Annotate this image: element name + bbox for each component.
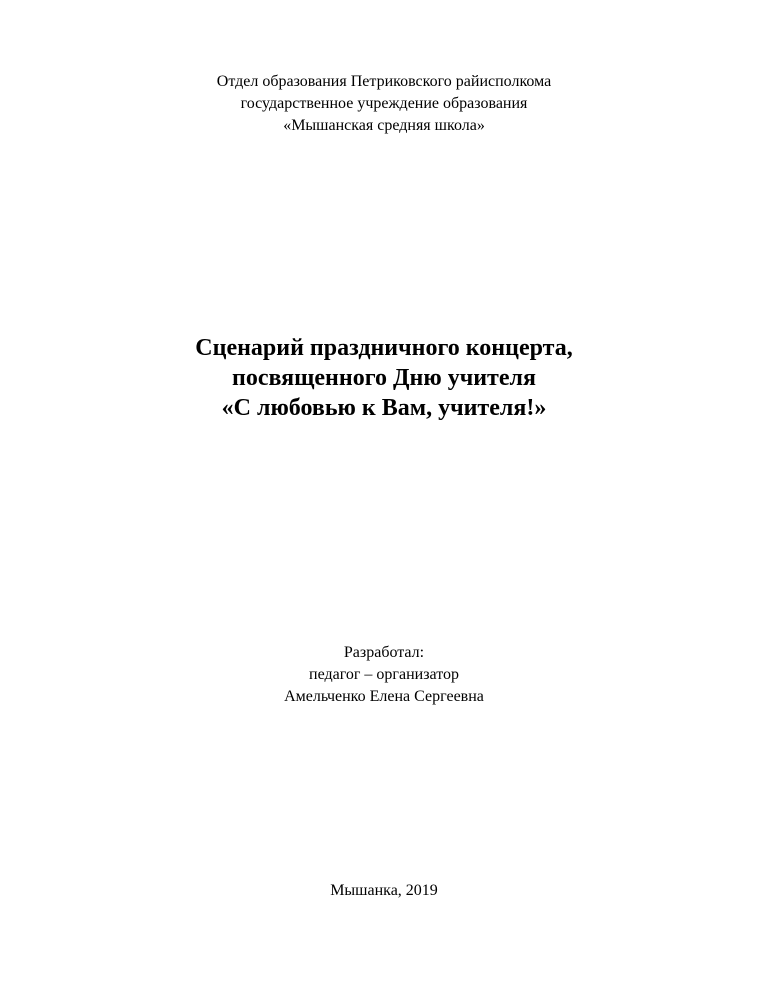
- header-line-department: Отдел образования Петриковского райисполкома: [216, 73, 552, 90]
- place-year-footer: [0, 880, 768, 902]
- author-name: Амельченко Елена Сергеевна: [284, 688, 484, 705]
- author-block: [0, 642, 768, 708]
- document-title: [0, 333, 768, 423]
- place-year: Мышанка, 2019: [330, 882, 438, 899]
- author-label: Разработал:: [343, 644, 425, 661]
- author-position: педагог – организатор: [309, 666, 459, 683]
- header-line-school-name: «Мышанская средняя школа»: [283, 117, 485, 134]
- institution-header: [0, 71, 768, 137]
- title-line-2: посвященного Дню учителя: [232, 365, 536, 391]
- title-line-1: Сценарий праздничного концерта,: [195, 335, 573, 361]
- title-line-3: «С любовью к Вам, учителя!»: [221, 395, 547, 421]
- header-line-institution-type: государственное учреждение образования: [240, 95, 528, 112]
